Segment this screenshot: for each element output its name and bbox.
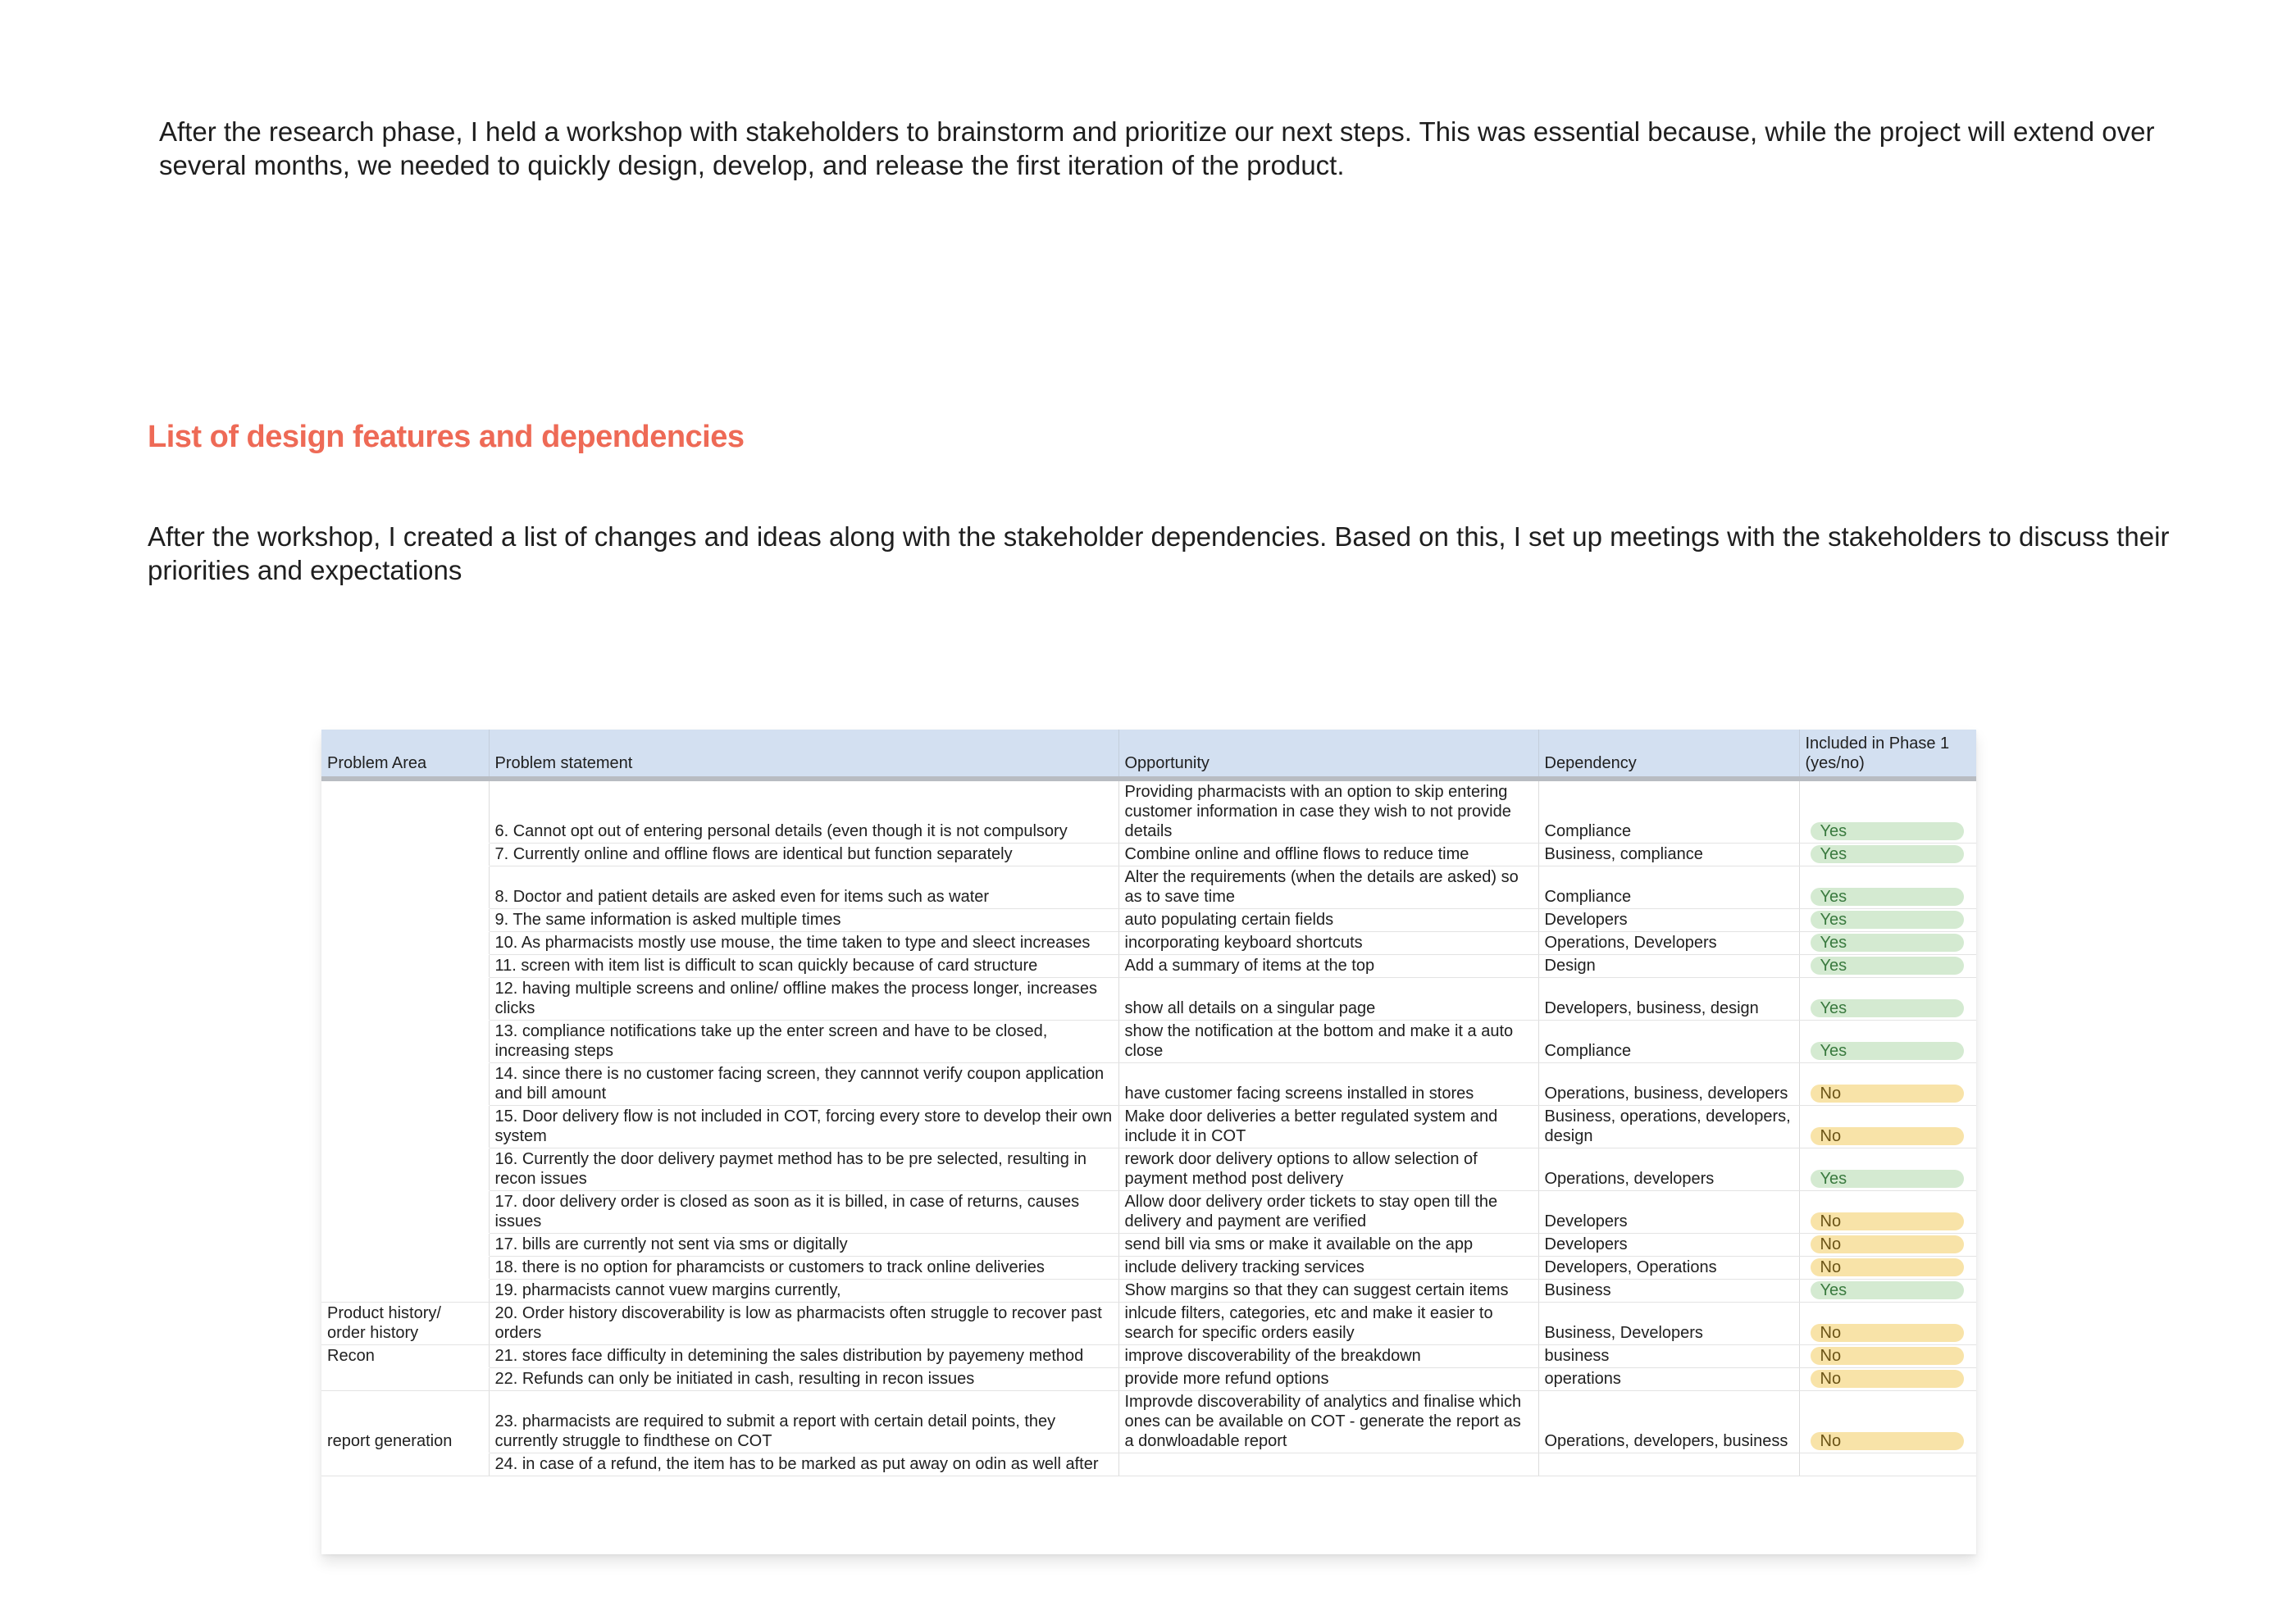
cell-problem-statement: 22. Refunds can only be initiated in cash, resulting in recon issues: [489, 1368, 1118, 1391]
table-row: [321, 779, 1976, 844]
table-row: [321, 1191, 1976, 1234]
cell-included-phase-1: [1799, 1345, 1976, 1368]
table-body: [321, 779, 1976, 1476]
cell-opportunity: have customer facing screens installed in stores: [1118, 1063, 1538, 1106]
status-pill-no: No: [1811, 1085, 1964, 1103]
cell-included-phase-1: [1799, 1391, 1976, 1453]
cell-problem-statement: 21. stores face difficulty in detemining the sales distribution by payemeny method: [489, 1345, 1118, 1368]
cell-included-phase-1: [1799, 844, 1976, 866]
cell-opportunity: inlcude filters, categories, etc and make it easier to search for specific orders easily: [1118, 1303, 1538, 1345]
cell-included-phase-1: [1799, 1368, 1976, 1391]
status-pill-yes: Yes: [1811, 1042, 1964, 1060]
features-dependencies-table: [321, 730, 1976, 1476]
cell-included-phase-1: [1799, 909, 1976, 932]
section-title: List of design features and dependencies: [148, 420, 745, 454]
cell-included-phase-1: [1799, 1106, 1976, 1148]
cell-included-phase-1: [1799, 1021, 1976, 1063]
cell-included-phase-1: [1799, 1063, 1976, 1106]
cell-problem-area: [321, 1257, 489, 1280]
cell-included-phase-1: [1799, 1257, 1976, 1280]
cell-problem-statement: 23. pharmacists are required to submit a report with certain detail points, they currently struggle to findthese on COT: [489, 1391, 1118, 1453]
table-row: [321, 1368, 1976, 1391]
cell-opportunity: auto populating certain fields: [1118, 909, 1538, 932]
status-pill-yes: Yes: [1811, 1170, 1964, 1188]
cell-problem-area: [321, 779, 489, 844]
cell-problem-area: [321, 1280, 489, 1303]
status-pill-yes: Yes: [1811, 1281, 1964, 1299]
cell-problem-statement: 15. Door delivery flow is not included in COT, forcing every store to develop their own system: [489, 1106, 1118, 1148]
cell-included-phase-1: [1799, 978, 1976, 1021]
status-pill-yes: Yes: [1811, 934, 1964, 952]
table-row: [321, 844, 1976, 866]
cell-problem-statement: 9. The same information is asked multiple times: [489, 909, 1118, 932]
cell-opportunity: show the notification at the bottom and make it a auto close: [1118, 1021, 1538, 1063]
cell-opportunity: [1118, 1453, 1538, 1476]
cell-problem-statement: 16. Currently the door delivery paymet method has to be pre selected, resulting in recon issues: [489, 1148, 1118, 1191]
cell-dependency: Developers: [1538, 1191, 1799, 1234]
intro-paragraph: After the research phase, I held a workshop with stakeholders to brainstorm and prioritize our next steps. This was essential because, while the project will extend over several months, we needed to quickly design, develop, and release the first iteration of the product.: [159, 116, 2155, 180]
cell-problem-area: [321, 1368, 489, 1391]
cell-opportunity: Improvde discoverability of analytics and finalise which ones can be available on COT - generate the report as a donwloadable report: [1118, 1391, 1538, 1453]
cell-opportunity: Alter the requirements (when the details are asked) so as to save time: [1118, 866, 1538, 909]
cell-opportunity: Providing pharmacists with an option to skip entering customer information in case they wish to not provide details: [1118, 779, 1538, 844]
status-pill-yes: Yes: [1811, 999, 1964, 1017]
table-row: [321, 1234, 1976, 1257]
cell-opportunity: Combine online and offline flows to reduce time: [1118, 844, 1538, 866]
cell-dependency: Compliance: [1538, 1021, 1799, 1063]
cell-dependency: operations: [1538, 1368, 1799, 1391]
cell-dependency: Business, operations, developers, design: [1538, 1106, 1799, 1148]
cell-problem-statement: 8. Doctor and patient details are asked even for items such as water: [489, 866, 1118, 909]
cell-dependency: Developers, business, design: [1538, 978, 1799, 1021]
cell-opportunity: Add a summary of items at the top: [1118, 955, 1538, 978]
spreadsheet-screenshot: [321, 730, 1976, 1554]
cell-included-phase-1: [1799, 932, 1976, 955]
cell-problem-statement: 20. Order history discoverability is low as pharmacists often struggle to recover past orders: [489, 1303, 1118, 1345]
cell-included-phase-1: [1799, 1303, 1976, 1345]
cell-problem-statement: 10. As pharmacists mostly use mouse, the time taken to type and sleect increases: [489, 932, 1118, 955]
status-pill-yes: Yes: [1811, 911, 1964, 929]
cell-dependency: Compliance: [1538, 779, 1799, 844]
table-row: [321, 1148, 1976, 1191]
cell-included-phase-1: [1799, 1234, 1976, 1257]
status-pill-no: No: [1811, 1258, 1964, 1276]
status-pill-no: No: [1811, 1370, 1964, 1388]
cell-opportunity: Allow door delivery order tickets to stay open till the delivery and payment are verified: [1118, 1191, 1538, 1234]
cell-dependency: Developers, Operations: [1538, 1257, 1799, 1280]
table-row: [321, 909, 1976, 932]
cell-problem-area: Product history/ order history: [321, 1303, 489, 1345]
status-pill-yes: Yes: [1811, 822, 1964, 840]
status-pill-no: No: [1811, 1324, 1964, 1342]
cell-dependency: Operations, Developers: [1538, 932, 1799, 955]
table-row: [321, 1453, 1976, 1476]
table-row: [321, 978, 1976, 1021]
cell-problem-area: [321, 1191, 489, 1234]
status-pill-yes: Yes: [1811, 845, 1964, 863]
table-header-row: [321, 730, 1976, 779]
cell-problem-area: [321, 1063, 489, 1106]
cell-problem-statement: 6. Cannot opt out of entering personal details (even though it is not compulsory: [489, 779, 1118, 844]
table-row: [321, 1280, 1976, 1303]
cell-included-phase-1: [1799, 1191, 1976, 1234]
status-pill-no: No: [1811, 1127, 1964, 1145]
cell-opportunity: rework door delivery options to allow selection of payment method post delivery: [1118, 1148, 1538, 1191]
cell-opportunity: include delivery tracking services: [1118, 1257, 1538, 1280]
cell-problem-statement: 7. Currently online and offline flows are identical but function separately: [489, 844, 1118, 866]
cell-problem-statement: 14. since there is no customer facing screen, they cannnot verify coupon application and bill amount: [489, 1063, 1118, 1106]
cell-dependency: Compliance: [1538, 866, 1799, 909]
cell-opportunity: Make door deliveries a better regulated system and include it in COT: [1118, 1106, 1538, 1148]
table-row: [321, 1391, 1976, 1453]
cell-problem-area: Recon: [321, 1345, 489, 1368]
header-included-phase-1: Included in Phase 1 (yes/no): [1799, 730, 1976, 779]
table-row: [321, 1257, 1976, 1280]
cell-dependency: Business, compliance: [1538, 844, 1799, 866]
cell-problem-statement: 13. compliance notifications take up the enter screen and have to be closed, increasing steps: [489, 1021, 1118, 1063]
cell-included-phase-1: [1799, 779, 1976, 844]
status-pill-yes: Yes: [1811, 957, 1964, 975]
cell-problem-area: [321, 1234, 489, 1257]
cell-problem-area: [321, 978, 489, 1021]
cell-dependency: Business: [1538, 1280, 1799, 1303]
cell-included-phase-1: [1799, 1148, 1976, 1191]
table-row: [321, 1021, 1976, 1063]
table-row: [321, 1345, 1976, 1368]
cell-problem-area: [321, 1021, 489, 1063]
status-pill-no: No: [1811, 1235, 1964, 1253]
table-row: [321, 932, 1976, 955]
cell-included-phase-1: [1799, 955, 1976, 978]
table-row: [321, 1063, 1976, 1106]
cell-problem-area: [321, 844, 489, 866]
cell-problem-statement: 12. having multiple screens and online/ offline makes the process longer, increases clicks: [489, 978, 1118, 1021]
cell-problem-area: [321, 909, 489, 932]
cell-opportunity: Show margins so that they can suggest certain items: [1118, 1280, 1538, 1303]
table-row: [321, 1106, 1976, 1148]
cell-opportunity: incorporating keyboard shortcuts: [1118, 932, 1538, 955]
cell-problem-statement: 11. screen with item list is difficult to scan quickly because of card structure: [489, 955, 1118, 978]
cell-opportunity: show all details on a singular page: [1118, 978, 1538, 1021]
cell-dependency: Operations, business, developers: [1538, 1063, 1799, 1106]
table-row: [321, 955, 1976, 978]
status-pill-no: No: [1811, 1212, 1964, 1230]
cell-opportunity: send bill via sms or make it available on the app: [1118, 1234, 1538, 1257]
cell-problem-area: [321, 955, 489, 978]
table-row: [321, 866, 1976, 909]
cell-dependency: Design: [1538, 955, 1799, 978]
cell-problem-area: [321, 866, 489, 909]
header-opportunity: Opportunity: [1118, 730, 1538, 779]
status-pill-no: No: [1811, 1347, 1964, 1365]
cell-dependency: [1538, 1453, 1799, 1476]
cell-problem-area: report generation: [321, 1391, 489, 1453]
header-problem-statement: Problem statement: [489, 730, 1118, 779]
section-description: After the workshop, I created a list of changes and ideas along with the stakeholder dependencies. Based on this, I set up meetings with the stakeholders to discuss their priorities and expectations: [148, 521, 2170, 585]
cell-included-phase-1: [1799, 1280, 1976, 1303]
cell-dependency: Business, Developers: [1538, 1303, 1799, 1345]
cell-problem-statement: 19. pharmacists cannot vuew margins currently,: [489, 1280, 1118, 1303]
cell-dependency: Developers: [1538, 1234, 1799, 1257]
table-row: [321, 1303, 1976, 1345]
status-pill-yes: Yes: [1811, 888, 1964, 906]
cell-dependency: Operations, developers, business: [1538, 1391, 1799, 1453]
cell-opportunity: provide more refund options: [1118, 1368, 1538, 1391]
cell-problem-area: [321, 932, 489, 955]
cell-opportunity: improve discoverability of the breakdown: [1118, 1345, 1538, 1368]
header-dependency: Dependency: [1538, 730, 1799, 779]
cell-problem-statement: 24. in case of a refund, the item has to be marked as put away on odin as well after: [489, 1453, 1118, 1476]
cell-problem-statement: 18. there is no option for pharamcists or customers to track online deliveries: [489, 1257, 1118, 1280]
cell-dependency: Operations, developers: [1538, 1148, 1799, 1191]
status-pill-no: No: [1811, 1432, 1964, 1450]
header-problem-area: Problem Area: [321, 730, 489, 779]
cell-dependency: business: [1538, 1345, 1799, 1368]
cell-problem-statement: 17. door delivery order is closed as soon as it is billed, in case of returns, causes issues: [489, 1191, 1118, 1234]
cell-problem-area: [321, 1106, 489, 1148]
cell-problem-statement: 17. bills are currently not sent via sms or digitally: [489, 1234, 1118, 1257]
cell-dependency: Developers: [1538, 909, 1799, 932]
cell-included-phase-1: [1799, 866, 1976, 909]
cell-problem-area: [321, 1453, 489, 1476]
cell-included-phase-1: [1799, 1453, 1976, 1476]
cell-problem-area: [321, 1148, 489, 1191]
